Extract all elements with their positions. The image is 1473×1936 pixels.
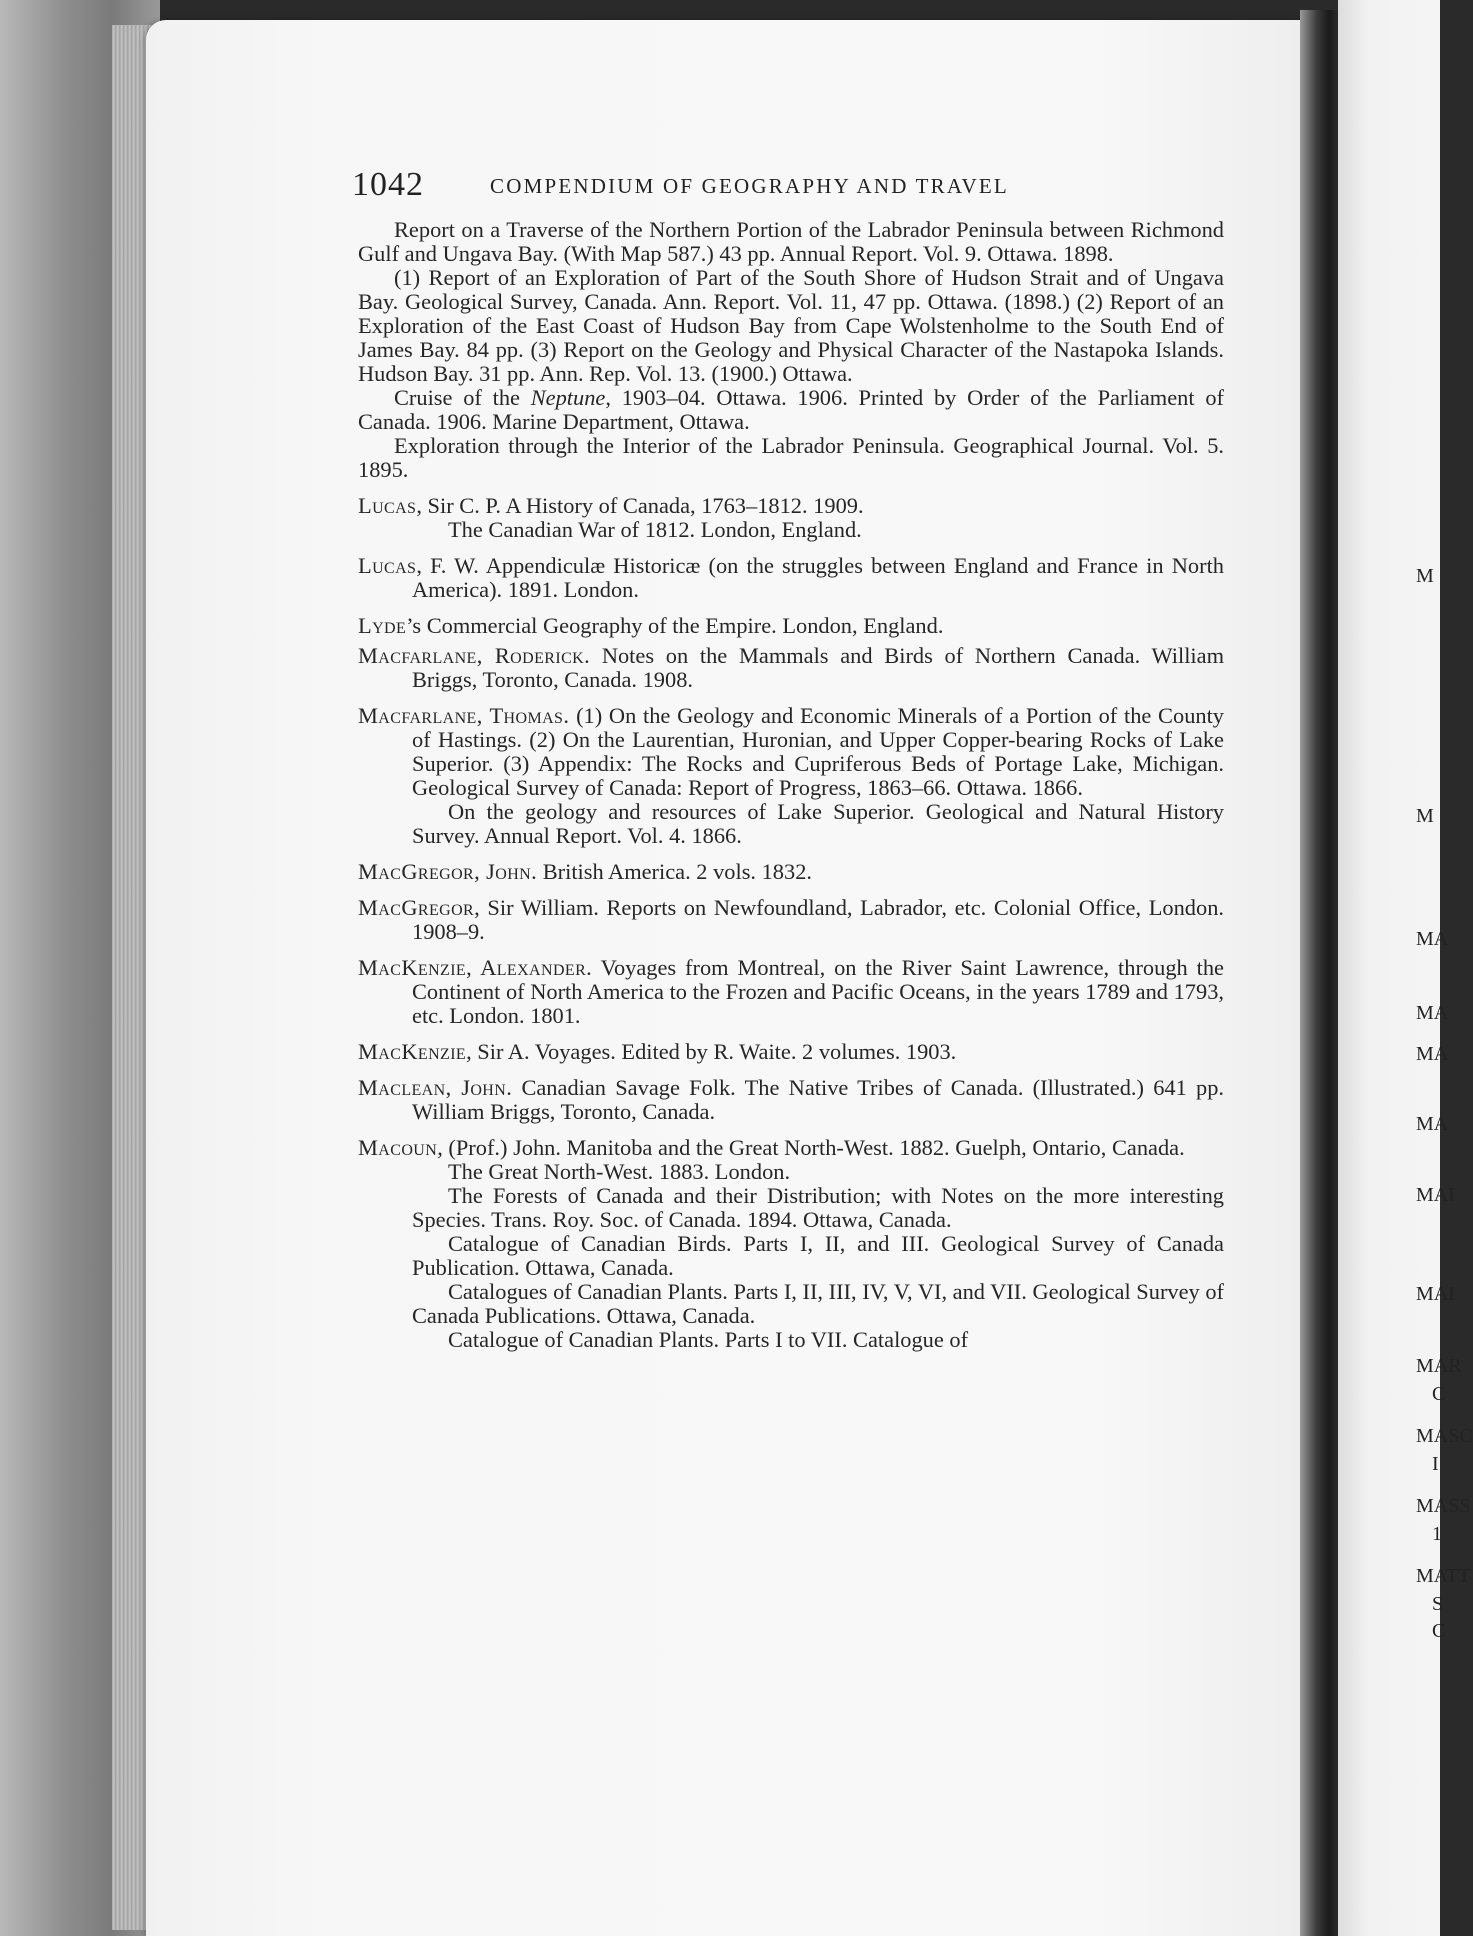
continuation-paragraph: (1) Report of an Exploration of Part of the South Shore of Hudson Strait and of Ungava Bay. Geological Survey, Canada. Ann. Report. Vol. 11, 47 pp. Ottawa. (1898.) (2) Report of an Exploration of the East Coast of Hudson Bay from Cape Wolstenholme to the South End of James Bay. 84 pp. (3) Report on the Geology and Physical Character of the Nastapoka Islands. Hudson Bay. 31 pp. Ann. Rep. Vol. 13. (1900.) Ottawa. [358,265,1224,386]
bibliography-entry [358,1076,1224,1124]
fragment: M [1416,565,1434,587]
fragment: 1 [1432,1523,1442,1545]
text-run: , 1903–04. Ottawa. 1906. Printed by Order of the Parliament of Canada. 1906. Marine Department, Ottawa. [358,385,1224,434]
fragment: MAR [1416,1355,1462,1377]
entry-text: , (Prof.) John. Manitoba and the Great North-West. 1882. Guelph, Ontario, Canada. [437,1135,1185,1160]
bibliography-entry [358,614,1224,638]
entry-text: (1) On the Geology and Economic Minerals of a Portion of the County of Hastings. (2) On the Laurentian, Huronian, and Upper Copper-bearing Rocks of Lake Superior. (3) Appendix: The Rocks and Cupriferous Beds of Portage Lake, Michigan. Geological Survey of Canada: Report of Progress, 1863–66. Ottawa. 1866. [412,703,1224,800]
author-name: MacGregor [358,895,475,920]
entry-sub-item: The Great North-West. 1883. London. [448,1159,791,1184]
bibliography-entry [358,704,1224,800]
fragment: M [1416,805,1434,827]
bibliography-entry [358,1040,1224,1064]
fragment: MA [1416,1113,1449,1135]
entry-text: , Sir William. Reports on Newfoundland, Labrador, etc. Colonial Office, London. 1908–9. [412,895,1224,944]
entry-text: , F. W. Appendiculæ Historicæ (on the struggles between England and France in North America). 1891. London. [412,553,1224,602]
author-name: MacGregor, John. [358,859,538,884]
entry-sub-item: The Canadian War of 1812. London, England. [448,517,862,542]
fragment: MA [1416,928,1449,950]
entry-sub-item: Catalogue of Canadian Plants. Parts I to VII. Catalogue of [448,1327,969,1352]
author-name: Maclean, John. [358,1075,513,1100]
continuation-paragraph: Exploration through the Interior of the Labrador Peninsula. Geographical Journal. Vol. 5. 1895. [358,433,1224,482]
fragment: MASS [1416,1495,1471,1517]
author-name: MacKenzie, Alexander. [358,955,593,980]
author-name: Macfarlane, Roderick. [358,643,591,668]
text-run: Cruise of the [394,385,531,410]
bibliography-entry [358,896,1224,944]
entry-text: ’s Commercial Geography of the Empire. London, England. [406,613,944,638]
author-name: Lucas [358,493,417,518]
bibliography-entry [358,494,1224,518]
fragment: MA [1416,1043,1449,1065]
facing-page-fragments [1416,0,1473,1936]
author-name: MacKenzie [358,1039,467,1064]
ship-name: Neptune [530,385,606,410]
bibliography-entry [358,554,1224,602]
entry-text: , Sir C. P. A History of Canada, 1763–1812. 1909. [416,493,864,518]
entry-text: British America. 2 vols. 1832. [537,859,812,884]
author-name: Lyde [358,613,407,638]
fragment: MA [1416,1002,1449,1024]
continuation-paragraph [358,386,1224,434]
bibliography-entry [358,644,1224,692]
bibliography-entry [358,956,1224,1028]
author-name: Macfarlane, Thomas. [358,703,570,728]
entry-text: Notes on the Mammals and Birds of Northern Canada. William Briggs, Toronto, Canada. 1908. [412,643,1224,692]
fragment: MASC [1416,1425,1473,1447]
fragment: MAI [1416,1184,1455,1206]
entry-sub-item: The Forests of Canada and their Distribution; with Notes on the more interesting Species. Trans. Roy. Soc. of Canada. 1894. Ottawa, Canada. [412,1183,1224,1232]
continuation-paragraph: Report on a Traverse of the Northern Portion of the Labrador Peninsula between Richmond Gulf and Ungava Bay. (With Map 587.) 43 pp. Annual Report. Vol. 9. Ottawa. 1898. [358,217,1224,266]
entry-text: , Sir A. Voyages. Edited by R. Waite. 2 volumes. 1903. [466,1039,957,1064]
fragment: I [1432,1453,1439,1475]
author-name: Lucas [358,553,417,578]
bibliography-text [358,218,1224,1352]
fragment: C [1432,1620,1446,1642]
running-title: COMPENDIUM OF GEOGRAPHY AND TRAVEL [490,174,1009,198]
entry-sub-item: Catalogue of Canadian Birds. Parts I, II, and III. Geological Survey of Canada Publication. Ottawa, Canada. [412,1231,1224,1280]
fragment: C [1432,1383,1446,1405]
fragment: S [1432,1593,1444,1615]
author-name: Macoun [358,1135,438,1160]
fragment: MAI [1416,1283,1455,1305]
entry-text: Canadian Savage Folk. The Native Tribes of Canada. (Illustrated.) 641 pp. William Briggs, Toronto, Canada. [412,1075,1225,1124]
page-number: 1042 [352,166,424,203]
entry-text: Voyages from Montreal, on the River Saint Lawrence, through the Continent of North America to the Frozen and Pacific Oceans, in the years 1789 and 1793, etc. London. 1801. [412,955,1224,1028]
bibliography-entry [358,1136,1224,1160]
entry-sub-item: On the geology and resources of Lake Superior. Geological and Natural History Survey. Annual Report. Vol. 4. 1866. [412,799,1224,848]
bibliography-entry [358,860,1224,884]
entry-sub-item: Catalogues of Canadian Plants. Parts I, II, III, IV, V, VI, and VII. Geological Survey of Canada Publications. Ottawa, Canada. [412,1279,1224,1328]
fragment: MATT [1416,1565,1471,1587]
page-header [352,166,1232,214]
